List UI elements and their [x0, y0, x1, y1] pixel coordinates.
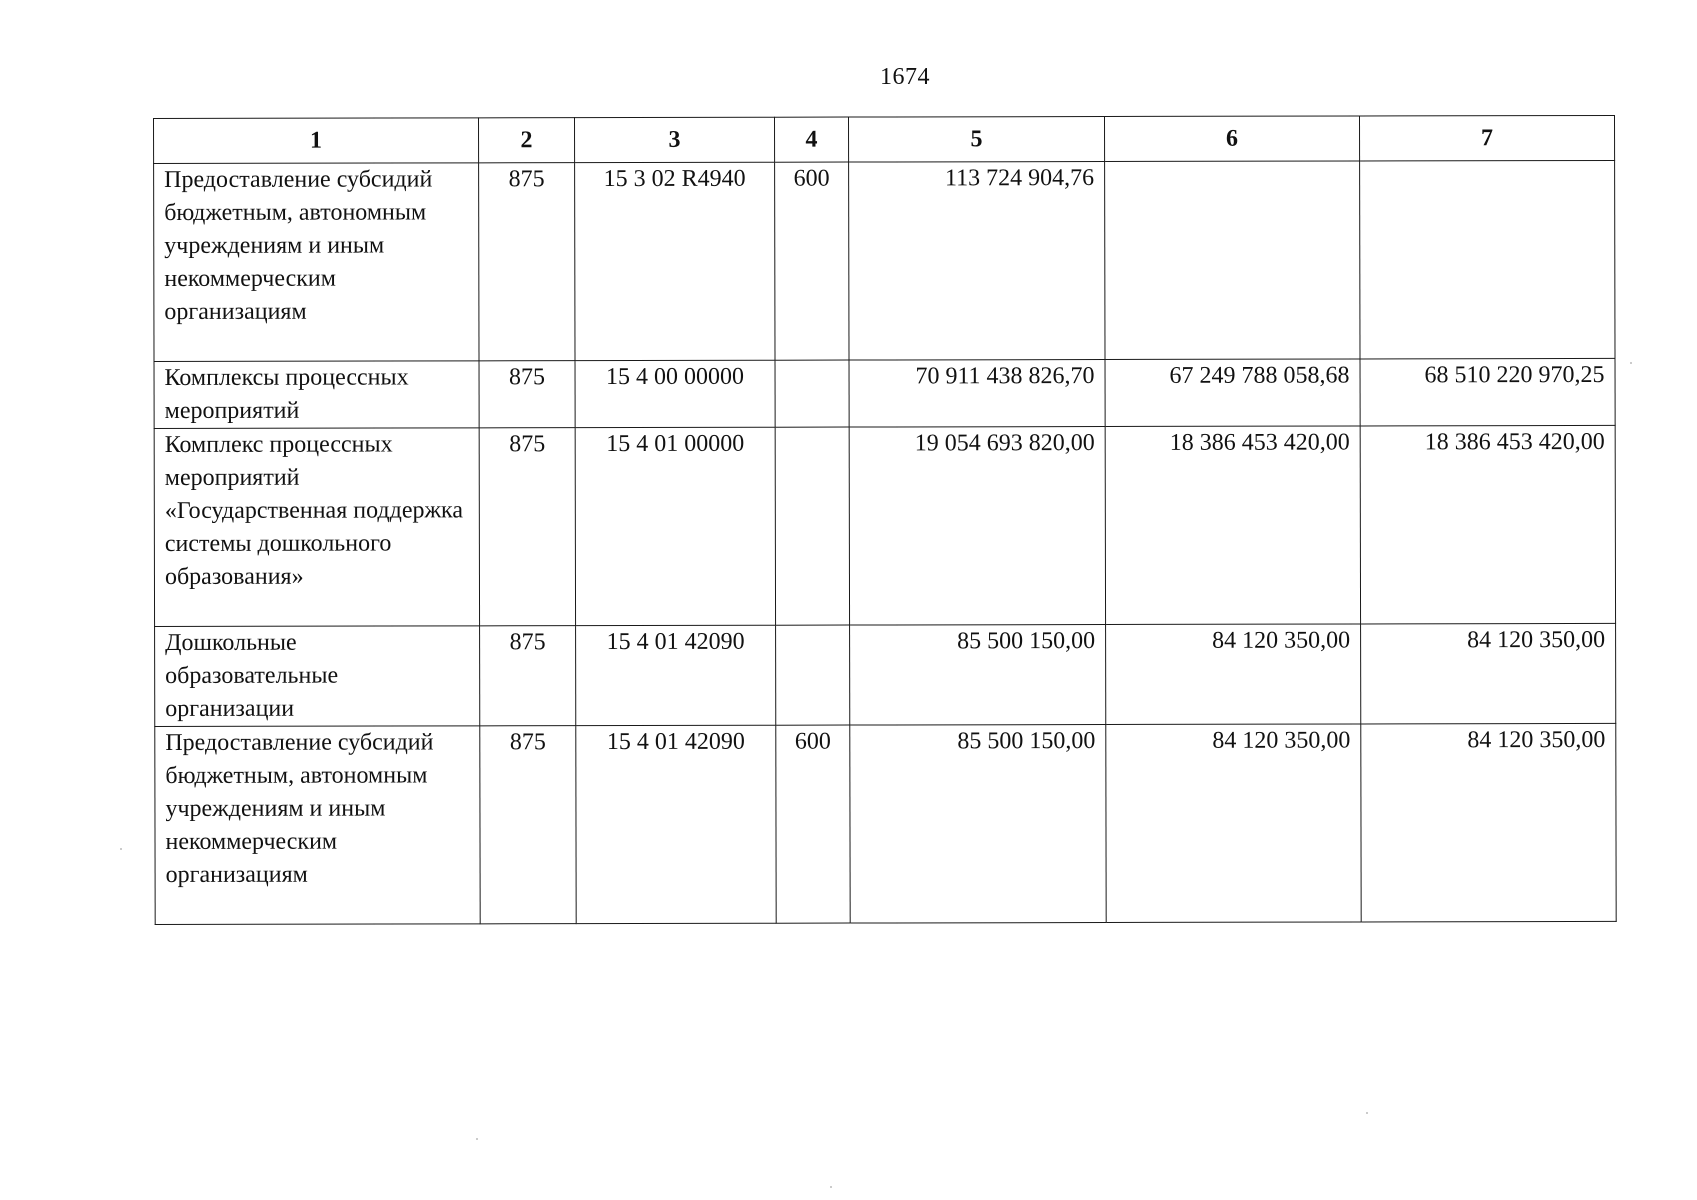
- scan-speck: [830, 1186, 832, 1188]
- header-cell-7: 7: [1359, 115, 1614, 161]
- header-cell-4: 4: [774, 117, 848, 162]
- row-col7-cell: 18 386 453 420,00: [1360, 425, 1615, 624]
- scan-speck: [120, 848, 122, 850]
- row-name: Предоставление субсидий бюджетным, автономным учреждениям и иным некоммерческим организациям: [165, 729, 434, 888]
- row-col4-cell: 600: [775, 162, 849, 360]
- row-col6-cell: 84 120 350,00: [1106, 624, 1361, 725]
- table-row: [155, 723, 1616, 924]
- row-col3-cell: 15 4 01 42090: [576, 625, 776, 725]
- row-col4-cell: [775, 360, 849, 427]
- row-col7-cell: 68 510 220 970,25: [1360, 358, 1615, 426]
- table-row: [154, 160, 1615, 361]
- page-number: 1674: [880, 64, 930, 90]
- header-cell-6: 6: [1104, 116, 1359, 162]
- row-col5-cell: 85 500 150,00: [850, 725, 1106, 924]
- header-row: [154, 115, 1615, 163]
- row-col3-cell: 15 3 02 R4940: [575, 162, 775, 360]
- row-col7-cell: [1360, 160, 1615, 359]
- table-row: [154, 425, 1615, 626]
- header-cell-5: 5: [848, 117, 1104, 163]
- row-col4-cell: [776, 625, 850, 725]
- header-cell-3: 3: [575, 117, 775, 162]
- row-col3-cell: 15 4 00 00000: [575, 360, 775, 427]
- row-name: Предоставление субсидий бюджетным, автономным учреждениям и иным некоммерческим организациям: [164, 166, 433, 325]
- table-row: [155, 623, 1616, 726]
- budget-table: [153, 115, 1617, 925]
- row-name: Комплекс процессных мероприятий «Государственная поддержка системы дошкольного образования»: [164, 431, 464, 590]
- row-name: Дошкольные образовательные организации: [165, 629, 339, 722]
- row-col4-cell: [775, 427, 849, 625]
- row-name: Комплексы процессных мероприятий: [164, 364, 409, 424]
- row-col2-cell: 875: [479, 163, 575, 361]
- row-col2-cell: 875: [479, 361, 575, 428]
- row-name-cell: [154, 428, 479, 627]
- row-col6-cell: 84 120 350,00: [1106, 724, 1361, 923]
- row-col5-cell: 85 500 150,00: [850, 625, 1106, 726]
- row-name-cell: [155, 726, 480, 925]
- row-col2-cell: 875: [480, 726, 576, 924]
- row-col5-cell: 19 054 693 820,00: [849, 427, 1105, 626]
- scan-speck: [476, 1138, 478, 1140]
- row-col6-cell: [1105, 161, 1360, 360]
- row-name-cell: [154, 361, 479, 429]
- row-col3-cell: 15 4 01 00000: [575, 427, 775, 625]
- row-col6-cell: 67 249 788 058,68: [1105, 359, 1360, 427]
- budget-table-wrapper: [153, 115, 1617, 925]
- row-col5-cell: 113 724 904,76: [849, 162, 1105, 361]
- table-row: [154, 358, 1615, 428]
- row-col6-cell: 18 386 453 420,00: [1105, 426, 1360, 625]
- row-col7-cell: 84 120 350,00: [1361, 723, 1616, 922]
- row-col3-cell: 15 4 01 42090: [576, 725, 776, 923]
- header-cell-2: 2: [479, 118, 575, 163]
- row-col2-cell: 875: [480, 626, 576, 726]
- row-name-cell: [155, 626, 480, 727]
- row-col2-cell: 875: [479, 428, 575, 626]
- row-col7-cell: 84 120 350,00: [1361, 623, 1616, 724]
- scan-speck: [1630, 362, 1632, 364]
- row-name-cell: [154, 163, 479, 362]
- row-col5-cell: 70 911 438 826,70: [849, 360, 1105, 428]
- header-cell-1: 1: [154, 118, 479, 164]
- row-col4-cell: 600: [776, 725, 850, 923]
- scan-speck: [1366, 1112, 1368, 1114]
